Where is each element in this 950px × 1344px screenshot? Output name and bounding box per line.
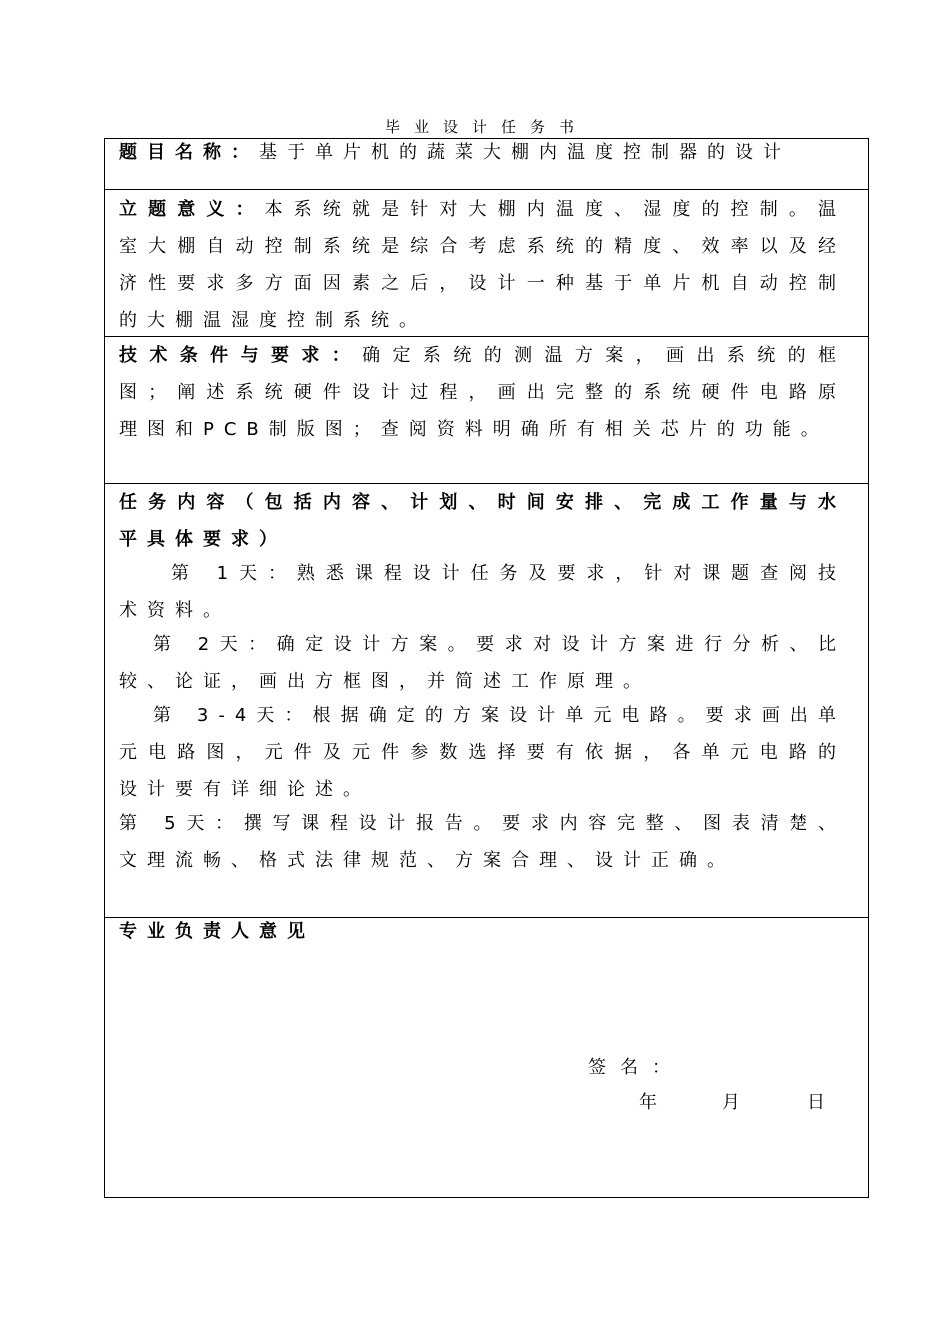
significance-row — [105, 189, 868, 336]
opinion-row — [105, 917, 868, 1197]
significance-text — [119, 190, 846, 339]
topic-value: 基于单片机的蔬菜大棚内温度控制器的设计 — [259, 142, 791, 163]
task-form-table — [104, 138, 869, 1198]
tasks-label: 任务内容（包括内容、计划、时间安排、完成工作量与水平具体要求） — [119, 492, 846, 550]
signature-label: 签名： — [588, 1057, 684, 1078]
task-day1: 第 1天：熟悉课程设计任务及要求，针对课题查阅技术资料。 — [119, 563, 846, 621]
topic-text — [119, 139, 846, 165]
opinion-label: 专业负责人意见 — [119, 921, 315, 942]
significance-value: 本系统就是针对大棚内温度、湿度的控制。温室大棚自动控制系统是综合考虑系统的精度、效率以及经济性要求多方面因素之后，设计一种基于单片机自动控制的大棚温湿度控制系统。 — [119, 199, 846, 331]
page-title: 毕业设计任务书 — [384, 118, 588, 136]
task-day2: 第 2天：确定设计方案。要求对设计方案进行分析、比较、论证，画出方框图，并简述工作原理。 — [119, 634, 846, 692]
technical-row — [105, 336, 868, 483]
significance-label: 立题意义： — [119, 199, 265, 220]
date-year: 年 — [639, 1092, 657, 1113]
date-month: 月 — [722, 1092, 740, 1113]
topic-label: 题目名称： — [119, 142, 259, 163]
technical-value: 确定系统的测温方案，画出系统的框图；阐述系统硬件设计过程，画出完整的系统硬件电路原理图和PCB制版图；查阅资料明确所有相关芯片的功能。 — [119, 345, 847, 440]
date-day: 日 — [807, 1092, 825, 1113]
task-day3: 第 3-4天：根据确定的方案设计单元电路。要求画出单元电路图，元件及元件参数选择要有依据，各单元电路的设计要有详细论述。 — [119, 705, 846, 800]
task-day5: 第 5天：撰写课程设计报告。要求内容完整、图表清楚、文理流畅、格式法律规范、方案合理、设计正确。 — [119, 813, 846, 871]
technical-label: 技术条件与要求： — [119, 345, 363, 366]
tasks-row — [105, 483, 868, 917]
technical-text — [119, 337, 846, 448]
topic-row — [105, 139, 868, 189]
